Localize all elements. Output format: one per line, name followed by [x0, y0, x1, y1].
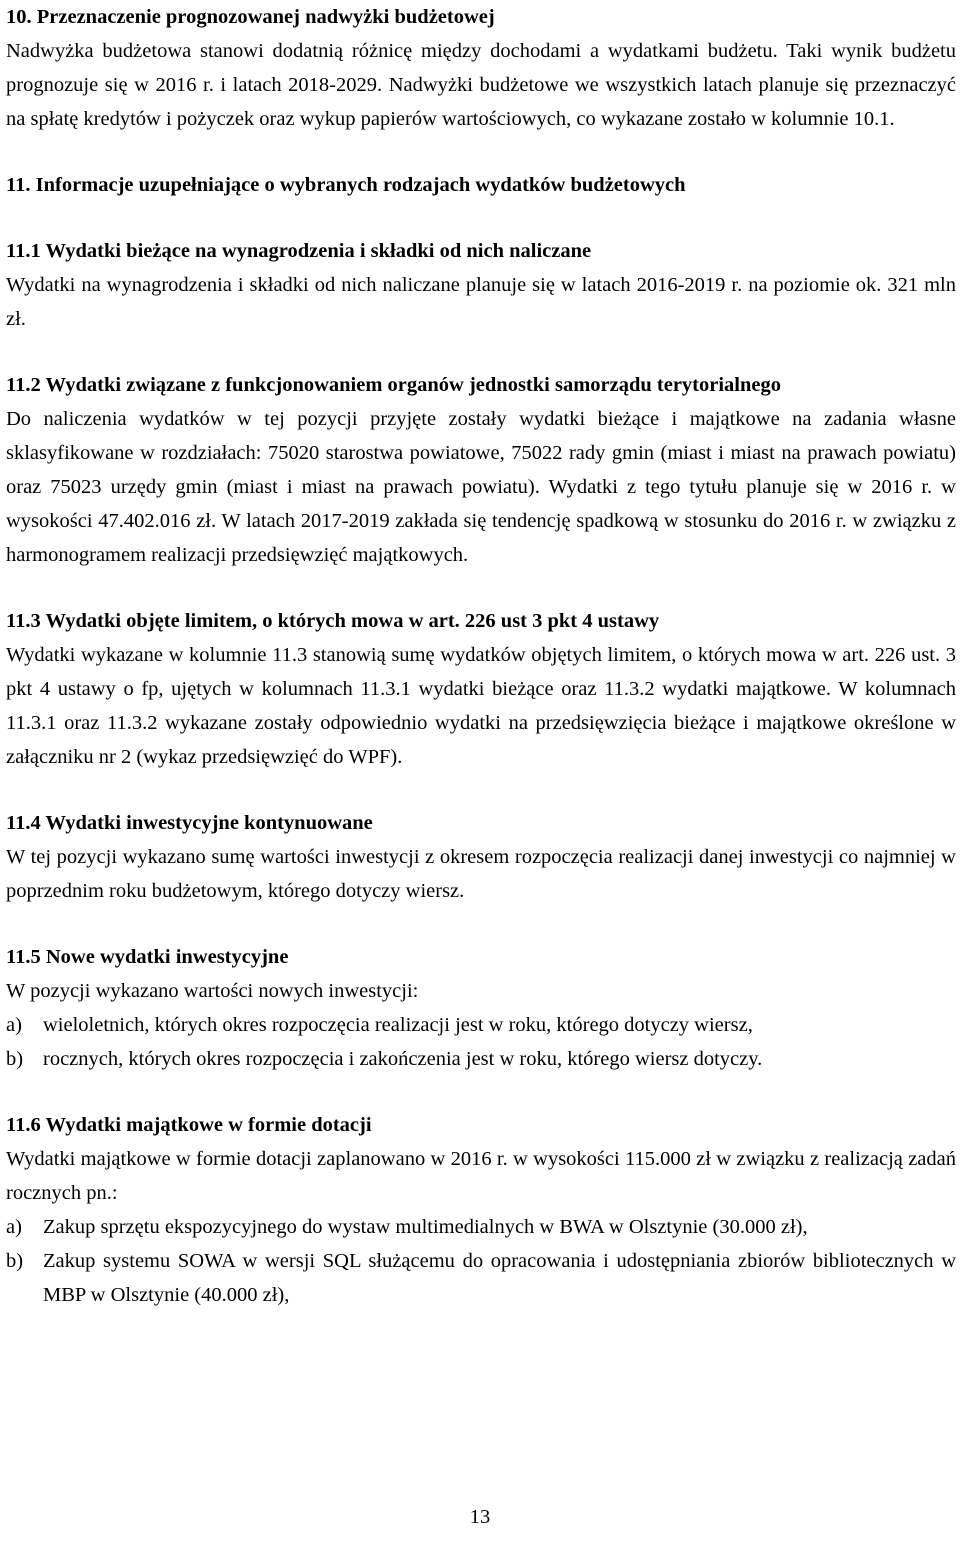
- section-11-5-list: [6, 1008, 956, 1076]
- list-item: [6, 1244, 956, 1312]
- document-page: [6, 0, 956, 1312]
- section-10-paragraph: Nadwyżka budżetowa stanowi dodatnią różnicę między dochodami a wydatkami budżetu. Taki wynik budżetu prognozuje się w 2016 r. i latach 2018-2029. Nadwyżki budżetowe we wszystkich latach planuje się przeznaczyć na spłatę kredytów i pożyczek oraz wykup papierów wartościowych, co wykazane zostało w kolumnie 10.1.: [6, 40, 956, 130]
- section-11-6-paragraph: Wydatki majątkowe w formie dotacji zaplanowano w 2016 r. w wysokości 115.000 zł w związku z realizacją zadań rocznych pn.:: [6, 1148, 956, 1204]
- section-11-4-heading: 11.4 Wydatki inwestycyjne kontynuowane: [6, 812, 373, 834]
- section-10-heading: 10. Przeznaczenie prognozowanej nadwyżki budżetowej: [6, 6, 495, 28]
- list-item: [6, 1210, 956, 1244]
- section-11-heading: 11. Informacje uzupełniające o wybranych rodzajach wydatków budżetowych: [6, 174, 686, 196]
- list-item-text: Zakup systemu SOWA w wersji SQL służącemu do opracowania i udostępniania zbiorów bibliotecznych w MBP w Olsztynie (40.000 zł),: [43, 1250, 956, 1306]
- section-11-3-heading: 11.3 Wydatki objęte limitem, o których mowa w art. 226 ust 3 pkt 4 ustawy: [6, 610, 660, 632]
- section-11-2-paragraph: Do naliczenia wydatków w tej pozycji przyjęte zostały wydatki bieżące i majątkowe na zadania własne sklasyfikowane w rozdziałach: 75020 starostwa powiatowe, 75022 rady gmin (miast i miast na prawach powiatu) oraz 75023 urzędy gmin (miast i miast na prawach powiatu). Wydatki z tego tytułu planuje się w 2016 r. w wysokości 47.402.016 zł. W latach 2017-2019 zakłada się tendencję spadkową w stosunku do 2016 r. w związku z harmonogramem realizacji przedsięwzięć majątkowych.: [6, 408, 956, 566]
- section-11-1-paragraph: Wydatki na wynagrodzenia i składki od nich naliczane planuje się w latach 2016-2019 r. na poziomie ok. 321 mln zł.: [6, 274, 956, 330]
- list-item: [6, 1042, 956, 1076]
- list-marker: a): [6, 1216, 22, 1238]
- page-number: 13: [469, 1506, 491, 1528]
- section-11-6-list: [6, 1210, 956, 1312]
- list-item: [6, 1008, 956, 1042]
- list-marker: b): [6, 1048, 24, 1070]
- section-11-1-heading: 11.1 Wydatki bieżące na wynagrodzenia i składki od nich naliczane: [6, 240, 592, 262]
- section-11-6-heading: 11.6 Wydatki majątkowe w formie dotacji: [6, 1114, 372, 1136]
- list-item-text: wieloletnich, których okres rozpoczęcia realizacji jest w roku, którego dotyczy wiersz,: [43, 1014, 753, 1036]
- list-marker: b): [6, 1250, 24, 1272]
- list-item-text: Zakup sprzętu ekspozycyjnego do wystaw multimedialnych w BWA w Olsztynie (30.000 zł),: [43, 1216, 808, 1238]
- section-11-4-paragraph: W tej pozycji wykazano sumę wartości inwestycji z okresem rozpoczęcia realizacji danej inwestycji co najmniej w poprzednim roku budżetowym, którego dotyczy wiersz.: [6, 846, 956, 902]
- list-marker: a): [6, 1014, 22, 1036]
- list-item-text: rocznych, których okres rozpoczęcia i zakończenia jest w roku, którego wiersz dotyczy.: [43, 1048, 763, 1070]
- section-11-5-paragraph: W pozycji wykazano wartości nowych inwestycji:: [6, 980, 419, 1002]
- section-11-2-heading: 11.2 Wydatki związane z funkcjonowaniem organów jednostki samorządu terytorialnego: [6, 374, 781, 396]
- section-11-3-paragraph: Wydatki wykazane w kolumnie 11.3 stanowią sumę wydatków objętych limitem, o których mowa w art. 226 ust. 3 pkt 4 ustawy o fp, ujętych w kolumnach 11.3.1 wydatki bieżące oraz 11.3.2 wydatki majątkowe. W kolumnach 11.3.1 oraz 11.3.2 wykazane zostały odpowiednio wydatki na przedsięwzięcia bieżące i majątkowe określone w załączniku nr 2 (wykaz przedsięwzięć do WPF).: [6, 644, 956, 768]
- section-11-5-heading: 11.5 Nowe wydatki inwestycyjne: [6, 946, 289, 968]
